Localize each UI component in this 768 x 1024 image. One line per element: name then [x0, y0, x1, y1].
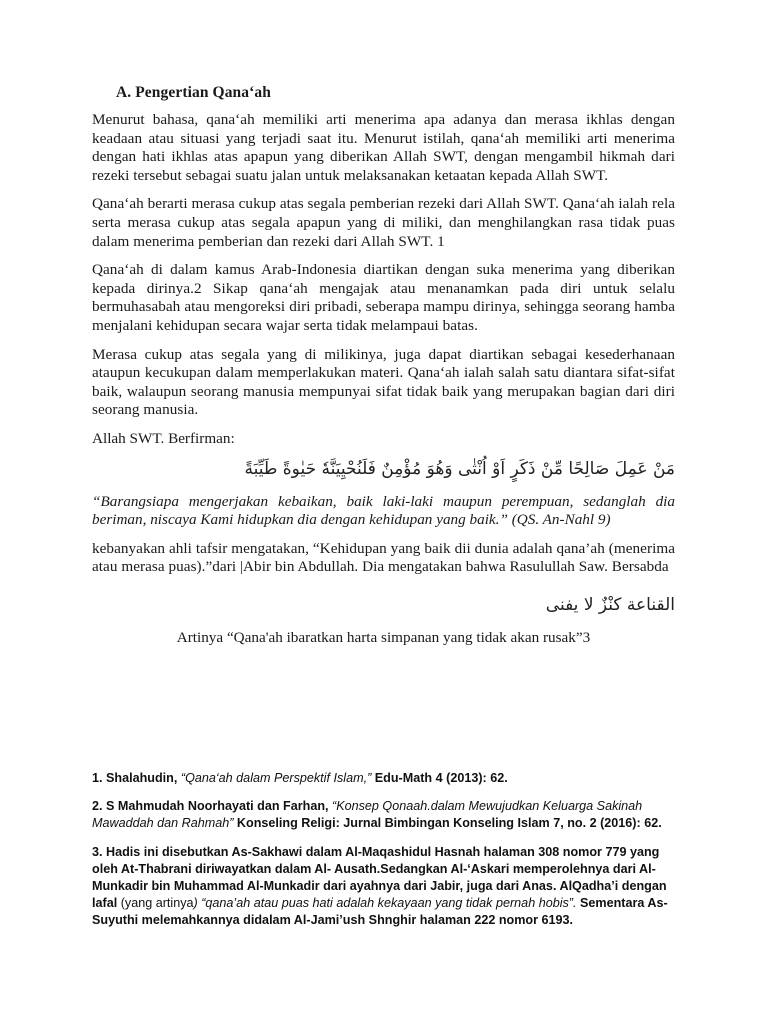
footnote-1-title: “Qana‘ah dalam Perspektif Islam,”	[180, 771, 372, 785]
footnotes	[92, 770, 675, 941]
paragraph-1: Menurut bahasa, qana‘ah memiliki arti menerima apa adanya dan merasa ikhlas dengan keadaan atau situasi yang terjadi saat itu. Menurut istilah, qana‘ah memiliki arti menerima dengan hati ikhlas atas apapun yang diberikan Allah SWT, dengan mengambil hikmah dari rezeki tersebut sebagai suatu jalan untuk melaksanakan ketaatan kepada Allah SWT.	[92, 111, 675, 184]
hadith-meaning: Artinya “Qana'ah ibaratkan harta simpanan yang tidak akan rusak”3	[176, 628, 591, 646]
footnote-1	[92, 770, 675, 787]
footnote-2-author: 2. S Mahmudah Noorhayati dan Farhan,	[92, 799, 329, 814]
footnote-3	[92, 844, 675, 930]
tafsir-paragraph: kebanyakan ahli tafsir mengatakan, “Kehidupan yang baik dii dunia adalah qana’ah (menerima atau merasa puas).”dari |Abir bin Abdullah. Dia mengatakan bahwa Rasulullah Saw. Bersabda	[92, 539, 675, 576]
footnote-1-source: Edu-Math 4 (2013): 62.	[374, 771, 508, 785]
firman-label: Allah SWT. Berfirman:	[92, 429, 235, 447]
section-heading: A. Pengertian Qana‘ah	[116, 84, 271, 101]
document-body	[92, 84, 675, 647]
paragraph-2: Qana‘ah berarti merasa cukup atas segala pemberian rezeki dari Allah SWT. Qana‘ah ialah rela serta merasa cukup atas segala apapun yang di miliki, dan menghilangkan rasa tidak puas dalam menerima pemberian dan rezeki dari Allah SWT. 1	[92, 195, 675, 250]
footnote-3-closing: Sementara As-Suyuthi melemahkannya didalam Al-Jami’ush Shnghir halaman 222 nomor 6193.	[92, 896, 668, 928]
verse-translation: “Barangsiapa mengerjakan kebaikan, baik laki-laki maupun perempuan, sedanglah dia beriman, niscaya Kami hidupkan dia dengan kehidupan yang baik.” (QS. An-Nahl 9)	[92, 492, 675, 529]
footnote-3-text: 3. Hadis ini disebutkan As-Sakhawi dalam Al-Maqashidul Hasnah halaman 308 nomor 779 yang oleh At-Thabrani diriwayatkan dalam Al- Ausath.Sedangkan Al-‘Askari memperolehnya dari Al-Munkadir bin Muhammad Al-Munkadir dari ayahnya dari Jabir, juga dari Anas. AlQadha’i dengan lafal	[92, 844, 667, 911]
footnote-3-quote: ) “qana’ah atau puas hati adalah kekayaan yang tidak pernah hobis”.	[193, 896, 577, 911]
footnote-2-title: “Konsep Qonaah.dalam Mewujudkan Keluarga Sakinah Mawaddah dan Rahmah”	[92, 799, 643, 831]
arabic-hadith: القناعة كنْزٌ لا يفنى	[545, 594, 675, 615]
paragraph-4: Merasa cukup atas segala yang di milikinya, juga dapat diartikan sebagai kesederhanaan ataupun kecukupan dalam memperlakukan materi. Qana‘ah ialah salah satu diantara sifat-sifat baik, walaupun seorang manusia mempunyai sifat tidak baik yang merupakan bagian dari diri seorang manusia.	[92, 345, 675, 419]
footnote-1-author: 1. Shalahudin,	[92, 771, 178, 785]
arabic-verse: مَنْ عَمِلَ صَالِحًا مِّنْ ذَكَرٍ اَوْ اُنْثٰى وَهُوَ مُؤْمِنٌ فَلَنُحْيِيَنَّهٗ حَيٰوةً طَيِّبَةً	[244, 458, 675, 479]
footnote-2	[92, 798, 675, 832]
footnote-2-source: Konseling Religi: Jurnal Bimbingan Konseling Islam 7, no. 2 (2016): 62.	[236, 816, 662, 831]
paragraph-3: Qana‘ah di dalam kamus Arab-Indonesia diartikan dengan suka menerima yang diberikan kepada dirinya.2 Sikap qana‘ah mengajak atau menanamkan pada diri untuk selalu bermuhasabah atau mengoreksi diri pribadi, seberapa mampu dirinya, sehingga seorang hamba menjalani kehidupan secara wajar serta tidak melampaui batas.	[92, 261, 675, 334]
footnote-3-artinya: (yang artinya	[120, 896, 194, 911]
